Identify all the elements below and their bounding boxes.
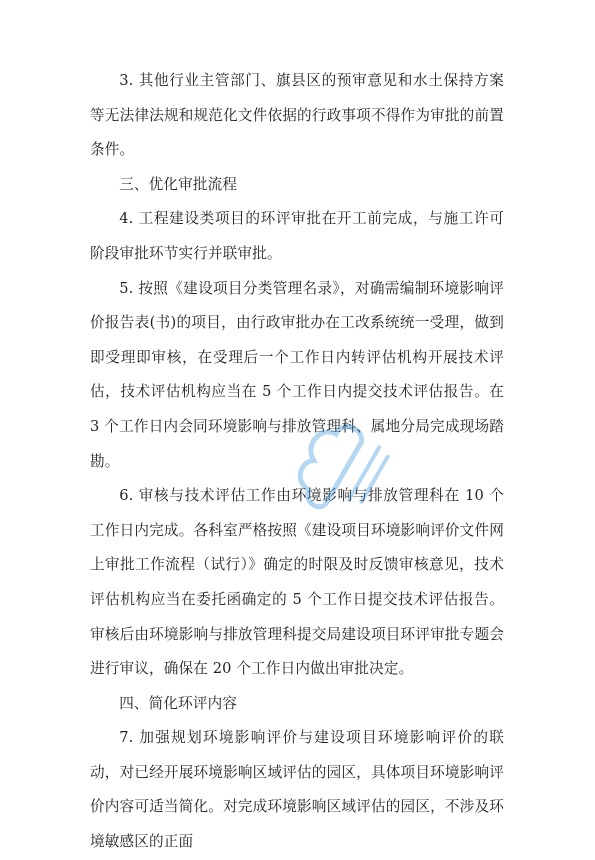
paragraph-item-4: 4. 工程建设类项目的环评审批在开工前完成，与施工许可阶段审批环节实行并联审批。 bbox=[90, 210, 504, 262]
section-heading-simplify-eia: 四、简化环评内容 bbox=[119, 694, 238, 712]
paragraph-item-5: 5. 按照《建设项目分类管理名录》，对确需编制环境影响评价报告表(书)的项目，由行政审批办在工改系统统一受理，做到即受理即审核，在受理后一个工作日内转评估机构开展技术评估，技术评估机构应当在 5 个工作日内提交技术评估报告。在 3 个工作日内会同环境影响与排放管理科、属地分局完成现场踏勘。 bbox=[90, 279, 504, 470]
paragraph-item-6: 6. 审核与技术评估工作由环境影响与排放管理科在 10 个工作日内完成。各科室严格按照《建设项目环境影响评价文件网上审批工作流程（试行）》确定的时限及时反馈审核意见，技术评估机构应当在委托函确定的 5 个工作日提交技术评估报告。审核后由环境影响与排放管理科提交局建设项目环评审批专题会进行审议，确保在 20 个工作日内做出审批决定。 bbox=[90, 487, 504, 678]
paragraph-item-7: 7. 加强规划环境影响评价与建设项目环境影响评价的联动，对已经开展环境影响区域评估的园区，具体项目环境影响评价内容可适当简化。对完成环境影响区域评估的园区，不涉及环境敏感区的正面 bbox=[90, 729, 504, 851]
document-body bbox=[90, 64, 504, 860]
paragraph-item-3: 3. 其他行业主管部门、旗县区的预审意见和水土保持方案等无法律法规和规范化文件依据的行政事项不得作为审批的前置条件。 bbox=[90, 72, 504, 159]
section-heading-optimize-process: 三、优化审批流程 bbox=[119, 175, 238, 193]
